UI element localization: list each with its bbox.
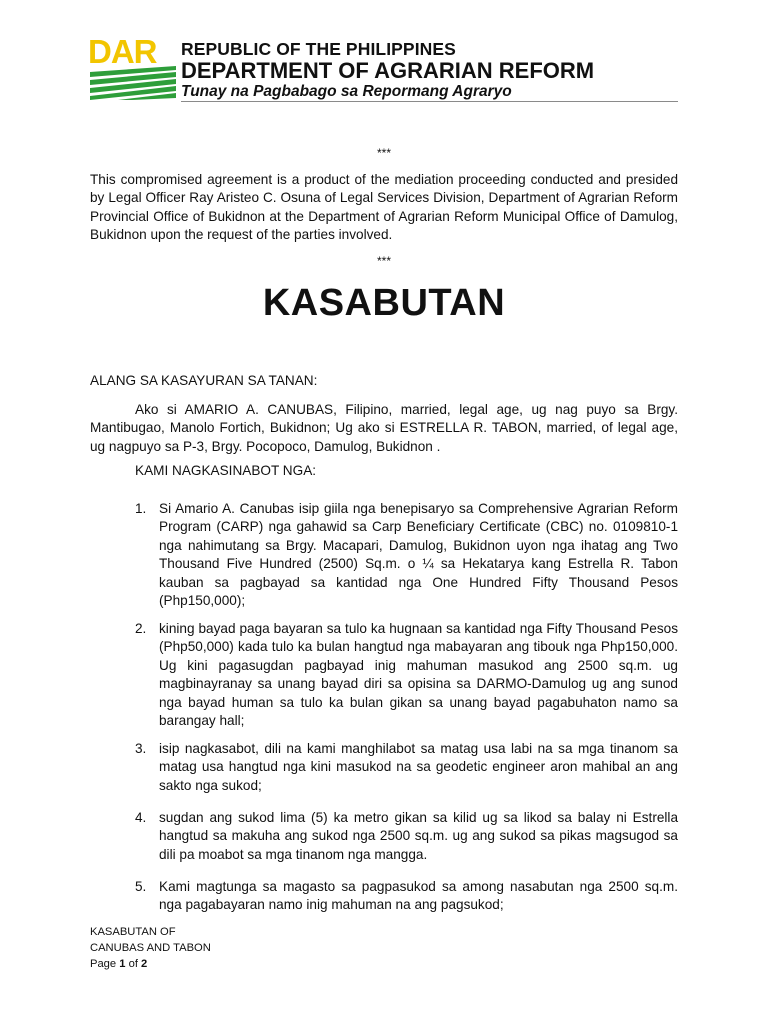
list-item-number: 2. — [135, 621, 147, 636]
parties-paragraph: Ako si AMARIO A. CANUBAS, Filipino, married, legal age, ug nag puyo sa Brgy. Mantibugao, Manolo Fortich, Bukidnon; Ug ako si ESTRELLA R. TABON, married, of legal age, ug nagpuyo sa P-3, Brgy. Pocopoco, Damulog, Bukidnon . — [90, 402, 678, 454]
footer-parties: CANUBAS AND TABON — [90, 942, 211, 954]
dar-logo — [88, 36, 178, 100]
list-item — [135, 620, 678, 730]
page-of: of — [128, 958, 138, 970]
header-tagline: Tunay na Pagbabago sa Repormang Agraryo — [181, 83, 512, 100]
agreement-heading: KAMI NAGKASINABOT NGA: — [135, 463, 317, 478]
list-item — [135, 500, 678, 610]
list-item-number: 1. — [135, 501, 147, 516]
list-item-text: kining bayad paga bayaran sa tulo ka hugnaan sa kantidad nga Fifty Thousand Pesos (Php50,000) kada tulo ka bulan hangtud nga mabayaran ang tibouk nga Php150,000. Ug kini pagasugdan pagbayad inig mahuman masukod ang 2500 sq.m. ug magbinayranay sa unang bayad diri sa opisina sa DARMO-Damulog ug ang sunod nga bayad human sa tulo ka bulan gikan sa unang bayad pagabuhaton namo sa barangay hall; — [159, 621, 678, 729]
intro-paragraph: This compromised agreement is a product of the mediation proceeding conducted and presided by Legal Officer Ray Aristeo C. Osuna of Legal Services Division, Department of Agrarian Reform Provincial Office of Bukidnon at the Department of Agrarian Reform Municipal Office of Damulog, Bukidnon upon the request of the parties involved. — [90, 172, 678, 243]
page-number — [90, 956, 211, 972]
list-item-text: Si Amario A. Canubas isip giila nga benepisaryo sa Comprehensive Agrarian Reform Program (CARP) nga gahawid sa Carp Beneficiary Certificate (CBC) no. 0109810-1 nga nahimutang sa Brgy. Macapari, Damulog, Bukidnon uyon nga ihatag ang Two Thousand Five Hundred (2500) Sq.m. o ¼ sa Hekatarya kang Estrella R. Tabon kauban sa pagbayad sa kantidad nga One Hundred Fifty Thousand Pesos (Php150,000); — [159, 501, 678, 609]
footer-doc-title: KASABUTAN OF — [90, 926, 176, 938]
header-country: REPUBLIC OF THE PHILIPPINES — [181, 39, 456, 59]
separator-bottom: *** — [376, 254, 391, 268]
separator-top: *** — [376, 146, 391, 160]
salutation: ALANG SA KASAYURAN SA TANAN: — [90, 373, 318, 388]
list-item-number: 3. — [135, 741, 147, 756]
list-item-text: Kami magtunga sa magasto sa pagpasukod sa among nasabutan nga 2500 sq.m. nga pagabayaran namo inig mahuman na ang pagsukod; — [159, 879, 678, 913]
list-item-text: sugdan ang sukod lima (5) ka metro gikan sa kilid ug sa likod sa balay ni Estrella hangtud sa makuha ang sukod nga 2500 sq.m. ug ang sukod sa pikas magsugod sa dili pa moabot sa mga tinanom nga mangga. — [159, 810, 678, 862]
page-footer — [90, 924, 211, 972]
logo-text: DAR — [88, 36, 157, 70]
page-total: 2 — [141, 958, 148, 970]
list-item — [135, 878, 678, 915]
document-title: KASABUTAN — [262, 282, 506, 324]
page-current: 1 — [119, 958, 126, 970]
list-item-text: isip nagkasabot, dili na kami manghilabot sa matag usa labi na sa mga tinanom sa matag usa hangtud nga kini masukod na sa geodetic engineer aron mahibal an ang sakto nga sukod; — [159, 741, 678, 793]
list-item — [135, 740, 678, 795]
list-item — [135, 809, 678, 864]
header-divider — [181, 101, 678, 102]
page-word: Page — [90, 958, 117, 970]
list-item-number: 4. — [135, 810, 147, 825]
header-department: DEPARTMENT OF AGRARIAN REFORM — [181, 58, 595, 83]
list-item-number: 5. — [135, 879, 147, 894]
